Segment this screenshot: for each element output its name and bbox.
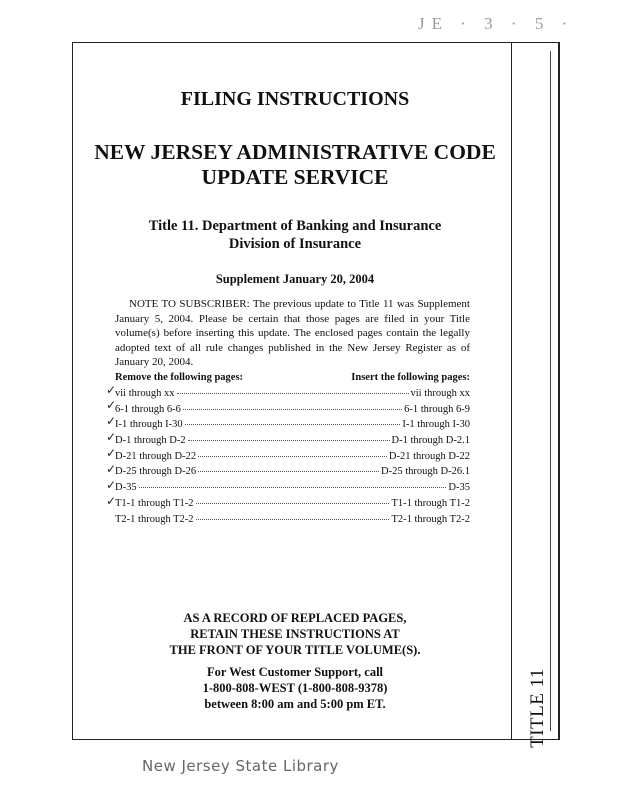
check-mark-icon: ✓ bbox=[106, 462, 117, 476]
check-mark-icon: ✓ bbox=[106, 414, 117, 428]
remove-pages: 6-1 through 6-6 bbox=[115, 403, 181, 415]
corner-handwritten-mark: JE · 3 · 5 · bbox=[418, 14, 575, 33]
record-instructions bbox=[90, 610, 500, 658]
remove-pages: D-1 through D-2 bbox=[115, 435, 186, 447]
title-tab-strip bbox=[511, 42, 560, 748]
publication-heading-line1: NEW JERSEY ADMINISTRATIVE CODE bbox=[94, 140, 496, 164]
library-stamp: New Jersey State Library bbox=[142, 757, 339, 775]
page-title: FILING INSTRUCTIONS bbox=[180, 88, 410, 110]
dot-leader bbox=[183, 399, 402, 410]
supplement-date: Supplement January 20, 2004 bbox=[215, 272, 375, 286]
record-line-2: RETAIN THESE INSTRUCTIONS AT bbox=[190, 627, 400, 641]
insert-pages: D-25 through D-26.1 bbox=[381, 466, 470, 478]
dot-leader bbox=[198, 446, 387, 457]
list-item bbox=[115, 511, 470, 527]
dot-leader bbox=[177, 383, 409, 394]
insert-pages: T2-1 through T2-2 bbox=[391, 513, 470, 525]
insert-pages: 6-1 through 6-9 bbox=[404, 403, 470, 415]
remove-pages: D-21 through D-22 bbox=[115, 450, 197, 462]
check-mark-icon: ✓ bbox=[106, 430, 117, 444]
title-section-heading bbox=[90, 217, 500, 253]
dot-leader bbox=[188, 430, 390, 441]
customer-support bbox=[90, 664, 500, 712]
insert-pages: D-21 through D-22 bbox=[388, 450, 470, 462]
dot-leader bbox=[139, 477, 447, 488]
remove-header: Remove the following pages: bbox=[115, 372, 244, 383]
insert-header: Insert the following pages: bbox=[351, 372, 470, 383]
pages-list bbox=[115, 385, 470, 526]
dot-leader bbox=[196, 509, 390, 520]
subscriber-note bbox=[115, 297, 470, 370]
record-line-3: THE FRONT OF YOUR TITLE VOLUME(S). bbox=[169, 643, 421, 657]
remove-pages: I-1 through I-30 bbox=[115, 419, 183, 431]
check-mark-icon: ✓ bbox=[106, 398, 117, 412]
remove-pages: T1-1 through T1-2 bbox=[115, 497, 194, 509]
publication-heading-line2: UPDATE SERVICE bbox=[201, 165, 389, 189]
support-line-1: For West Customer Support, call bbox=[206, 665, 384, 679]
remove-pages: vii through xx bbox=[115, 388, 175, 399]
dot-leader bbox=[198, 461, 379, 472]
insert-pages: D-1 through D-2.1 bbox=[391, 435, 470, 447]
remove-pages: T2-1 through T2-2 bbox=[115, 513, 194, 525]
tab-label: TITLE 11 bbox=[527, 668, 549, 748]
title-section-line1: Title 11. Department of Banking and Insurance bbox=[148, 218, 442, 234]
tab-label-container bbox=[518, 643, 558, 773]
subscriber-note-text: NOTE TO SUBSCRIBER: The previous update to Title 11 was Supplement January 5, 2004. Please be certain that those pages are filed in your Title volume(s) before inserting this update. The enclosed pages contain the legally adopted text of all rule changes published in the New Jersey Register as of January 20, 2004. bbox=[115, 298, 470, 369]
insert-pages: D-35 bbox=[448, 482, 470, 494]
dot-leader bbox=[196, 493, 390, 504]
remove-pages: D-35 bbox=[115, 482, 137, 494]
check-mark-icon: ✓ bbox=[106, 383, 117, 397]
support-line-3: between 8:00 am and 5:00 pm ET. bbox=[204, 697, 386, 711]
publication-heading bbox=[90, 140, 500, 190]
dot-leader bbox=[185, 414, 401, 425]
check-mark-icon: ✓ bbox=[106, 446, 117, 460]
insert-pages: T1-1 through T1-2 bbox=[391, 497, 470, 509]
insert-pages: I-1 through I-30 bbox=[402, 419, 470, 431]
tab-strip-rule bbox=[550, 51, 551, 731]
remove-pages: D-25 through D-26 bbox=[115, 466, 197, 478]
support-line-2: 1-800-808-WEST (1-800-808-9378) bbox=[202, 681, 388, 695]
title-section-line2: Division of Insurance bbox=[228, 236, 362, 252]
pages-list-header bbox=[115, 372, 470, 383]
check-mark-icon: ✓ bbox=[106, 478, 117, 492]
check-mark-icon: ✓ bbox=[106, 494, 117, 508]
record-line-1: AS A RECORD OF REPLACED PAGES, bbox=[183, 611, 407, 625]
insert-pages: vii through xx bbox=[410, 388, 470, 399]
